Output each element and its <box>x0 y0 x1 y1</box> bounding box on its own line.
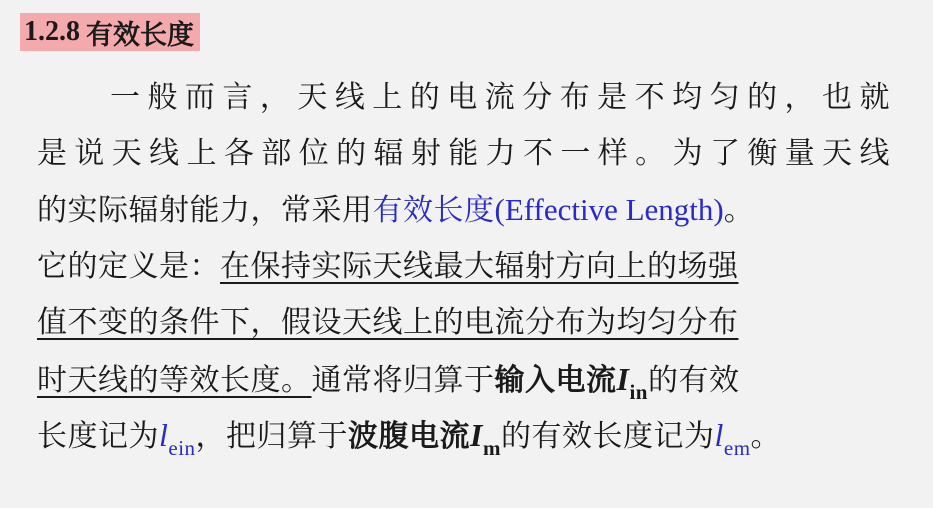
subscript-m: m <box>483 436 501 461</box>
subscript-in: in <box>629 379 648 404</box>
section-number: 1.2.8 <box>24 16 80 47</box>
symbol-l: l <box>159 417 169 454</box>
line7-text-3: 的有效长度记为 <box>501 419 715 455</box>
subscript-em: em <box>723 436 751 461</box>
symbol-I: I <box>616 360 630 397</box>
paragraph-line-6 <box>37 359 897 415</box>
effective-length-english: (Effective Length) <box>494 192 724 228</box>
line1-text: 一般而言，天线上的电流分布是不均匀的，也就 <box>103 80 890 115</box>
line3-end: 。 <box>723 193 755 229</box>
symbol-l-ein <box>159 417 196 461</box>
definition-underlined-1: 在保持实际天线最大辐射方向上的场强 <box>220 248 739 284</box>
symbol-I-m <box>470 417 501 461</box>
line2-text: 是说天线上各部位的辐射能力不一样。为了衡量天线 <box>37 136 890 172</box>
body-paragraph <box>37 78 897 471</box>
section-heading <box>20 13 200 51</box>
line7-text: 长度记为 <box>37 419 159 455</box>
line4-text: 它的定义是： <box>37 248 220 284</box>
line7-end: 。 <box>750 419 782 455</box>
paragraph-line-7 <box>37 415 897 471</box>
line6-text: 通常将归算于 <box>311 362 495 398</box>
line7-text-2: ，把归算于 <box>195 419 349 455</box>
antinode-current-term: 波腹电流 <box>348 419 471 455</box>
paragraph-line-5 <box>37 303 897 359</box>
paragraph-line-1 <box>37 78 890 134</box>
symbol-l-em <box>714 417 751 461</box>
paragraph-line-3 <box>37 190 897 246</box>
definition-underlined-3: 时天线的等效长度。 <box>37 362 312 398</box>
input-current-term: 输入电流 <box>494 362 617 398</box>
line6-end: 的有效 <box>647 362 740 398</box>
symbol-I-2: I <box>470 417 483 454</box>
line3-text: 的实际辐射能力，常采用 <box>37 193 373 229</box>
paragraph-line-2 <box>37 134 890 190</box>
section-title: 有效长度 <box>86 19 194 51</box>
definition-underlined-2: 值不变的条件下，假设天线上的电流分布为均匀分布 <box>37 304 739 340</box>
symbol-I-in <box>616 360 648 404</box>
effective-length-term: 有效长度 <box>372 193 495 229</box>
paragraph-line-4 <box>37 247 897 303</box>
subscript-ein: ein <box>168 436 196 461</box>
symbol-l-2: l <box>714 417 724 454</box>
